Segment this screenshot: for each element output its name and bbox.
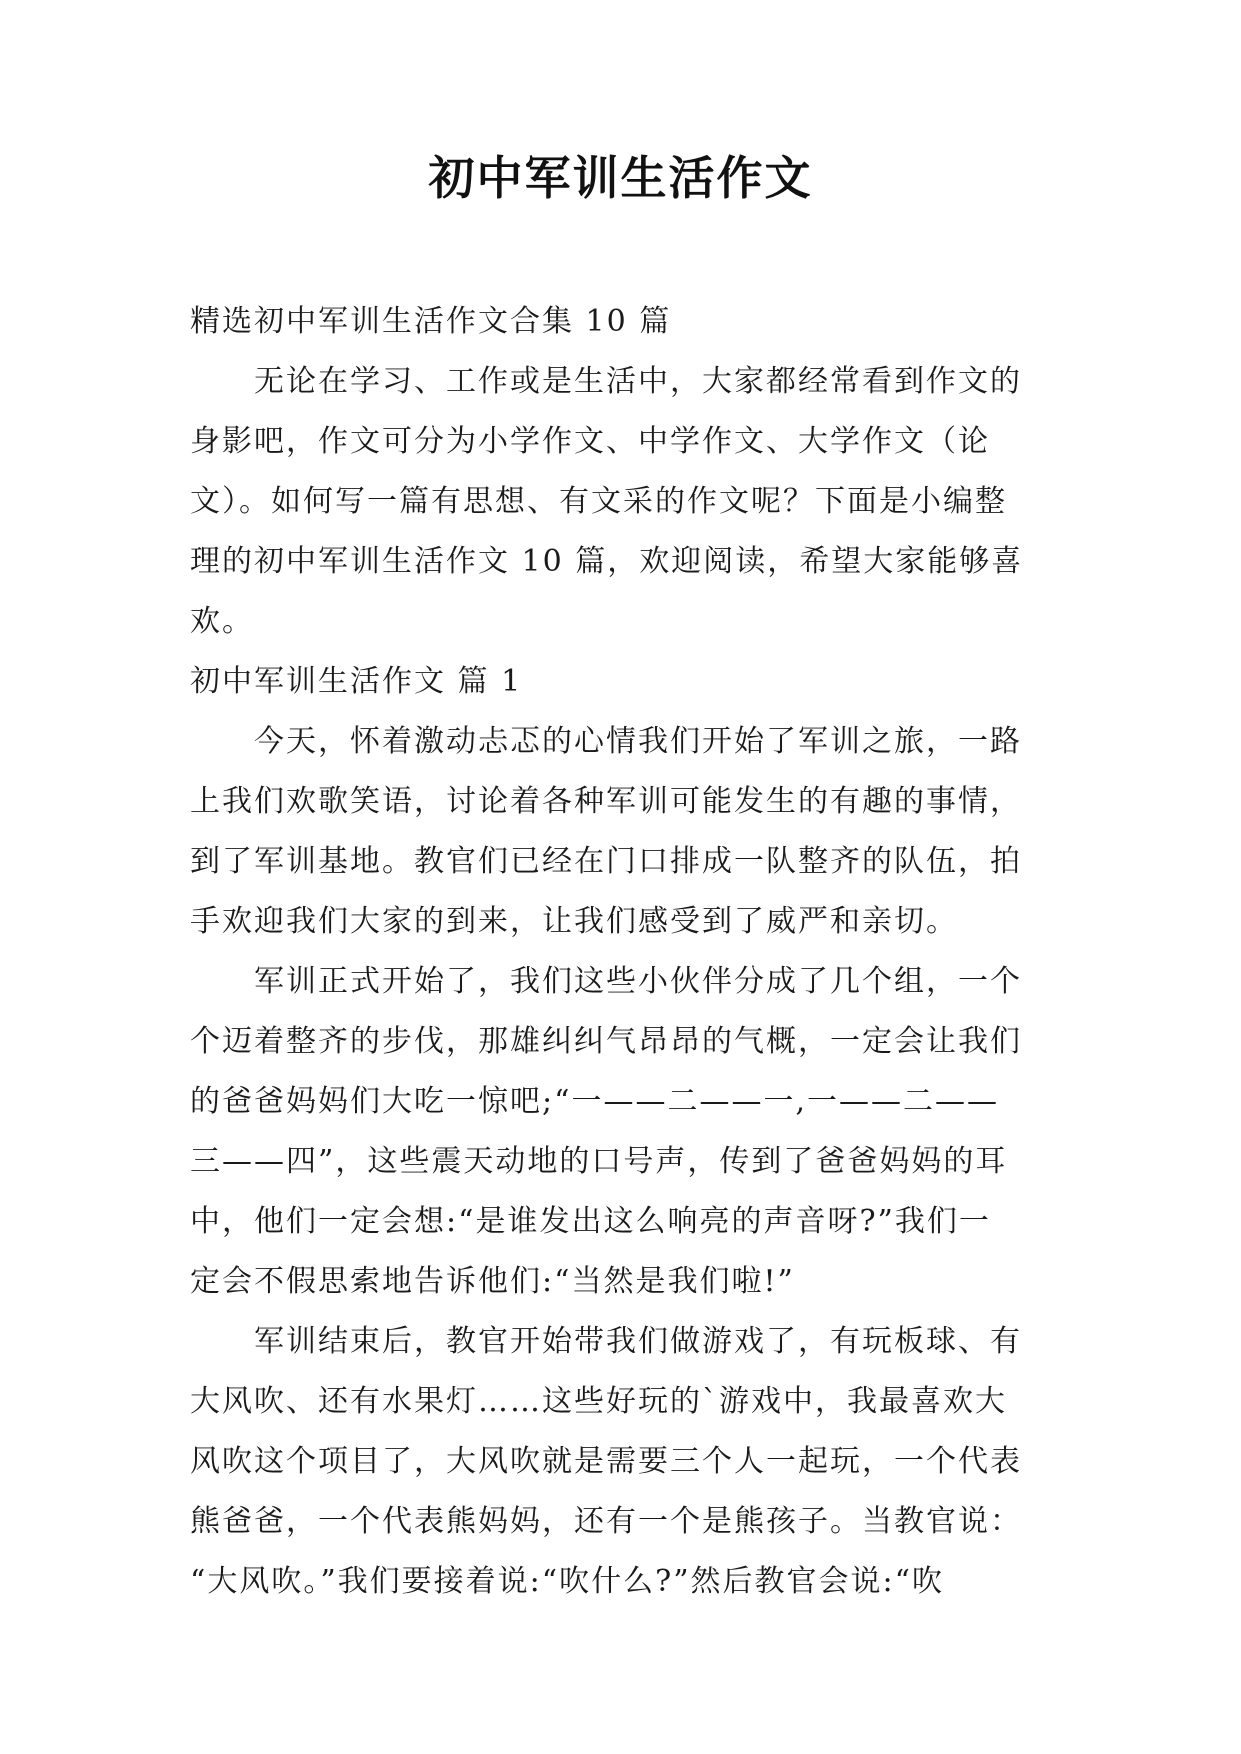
paragraph-line: 军训结束后，教官开始带我们做游戏了，有玩板球、有	[190, 1324, 1022, 1359]
paragraph-line: 定会不假思索地告诉他们:“当然是我们啦!”	[190, 1264, 795, 1299]
paragraph-line: 今天，怀着激动忐忑的心情我们开始了军训之旅，一路	[190, 724, 1022, 759]
paragraph-line: 上我们欢歌笑语，讨论着各种军训可能发生的有趣的事情，	[190, 784, 1022, 819]
paragraph-line: 理的初中军训生活作文 10 篇，欢迎阅读，希望大家能够喜	[190, 544, 1024, 579]
paragraph-line: 个迈着整齐的步伐，那雄纠纠气昂昂的气概，一定会让我们	[190, 1024, 1022, 1059]
section-heading: 初中军训生活作文 篇 1	[190, 664, 523, 699]
paragraph-line: 无论在学习、工作或是生活中，大家都经常看到作文的	[190, 364, 1022, 399]
paragraph-line: 军训正式开始了，我们这些小伙伴分成了几个组，一个	[190, 964, 1022, 999]
paragraph-line: 欢。	[190, 604, 254, 639]
paragraph-line: “大风吹。”我们要接着说:“吹什么?”然后教官会说:“吹	[190, 1564, 944, 1599]
paragraph-line: 熊爸爸，一个代表熊妈妈，还有一个是熊孩子。当教官说：	[190, 1504, 1022, 1539]
collection-heading: 精选初中军训生活作文合集 10 篇	[190, 304, 672, 339]
paragraph-line: 的爸爸妈妈们大吃一惊吧;“一——二——一,一——二——	[190, 1084, 999, 1119]
document-title: 初中军训生活作文	[428, 151, 813, 205]
paragraph-line: 身影吧，作文可分为小学作文、中学作文、大学作文（论	[190, 424, 990, 459]
paragraph-line: 中，他们一定会想:“是谁发出这么响亮的声音呀?”我们一	[190, 1204, 991, 1239]
paragraph-line: 三——四”，这些震天动地的口号声，传到了爸爸妈妈的耳	[190, 1144, 1008, 1179]
paragraph-line: 大风吹、还有水果灯……这些好玩的`游戏中，我最喜欢大	[190, 1384, 1007, 1419]
paragraph-line: 手欢迎我们大家的到来，让我们感受到了威严和亲切。	[190, 904, 958, 939]
paragraph-line: 到了军训基地。教官们已经在门口排成一队整齐的队伍，拍	[190, 844, 1022, 879]
document-body	[190, 292, 1050, 1612]
paragraph-line: 风吹这个项目了，大风吹就是需要三个人一起玩，一个代表	[190, 1444, 1022, 1479]
paragraph-line: 文）。如何写一篇有思想、有文采的作文呢？下面是小编整	[190, 484, 1007, 519]
